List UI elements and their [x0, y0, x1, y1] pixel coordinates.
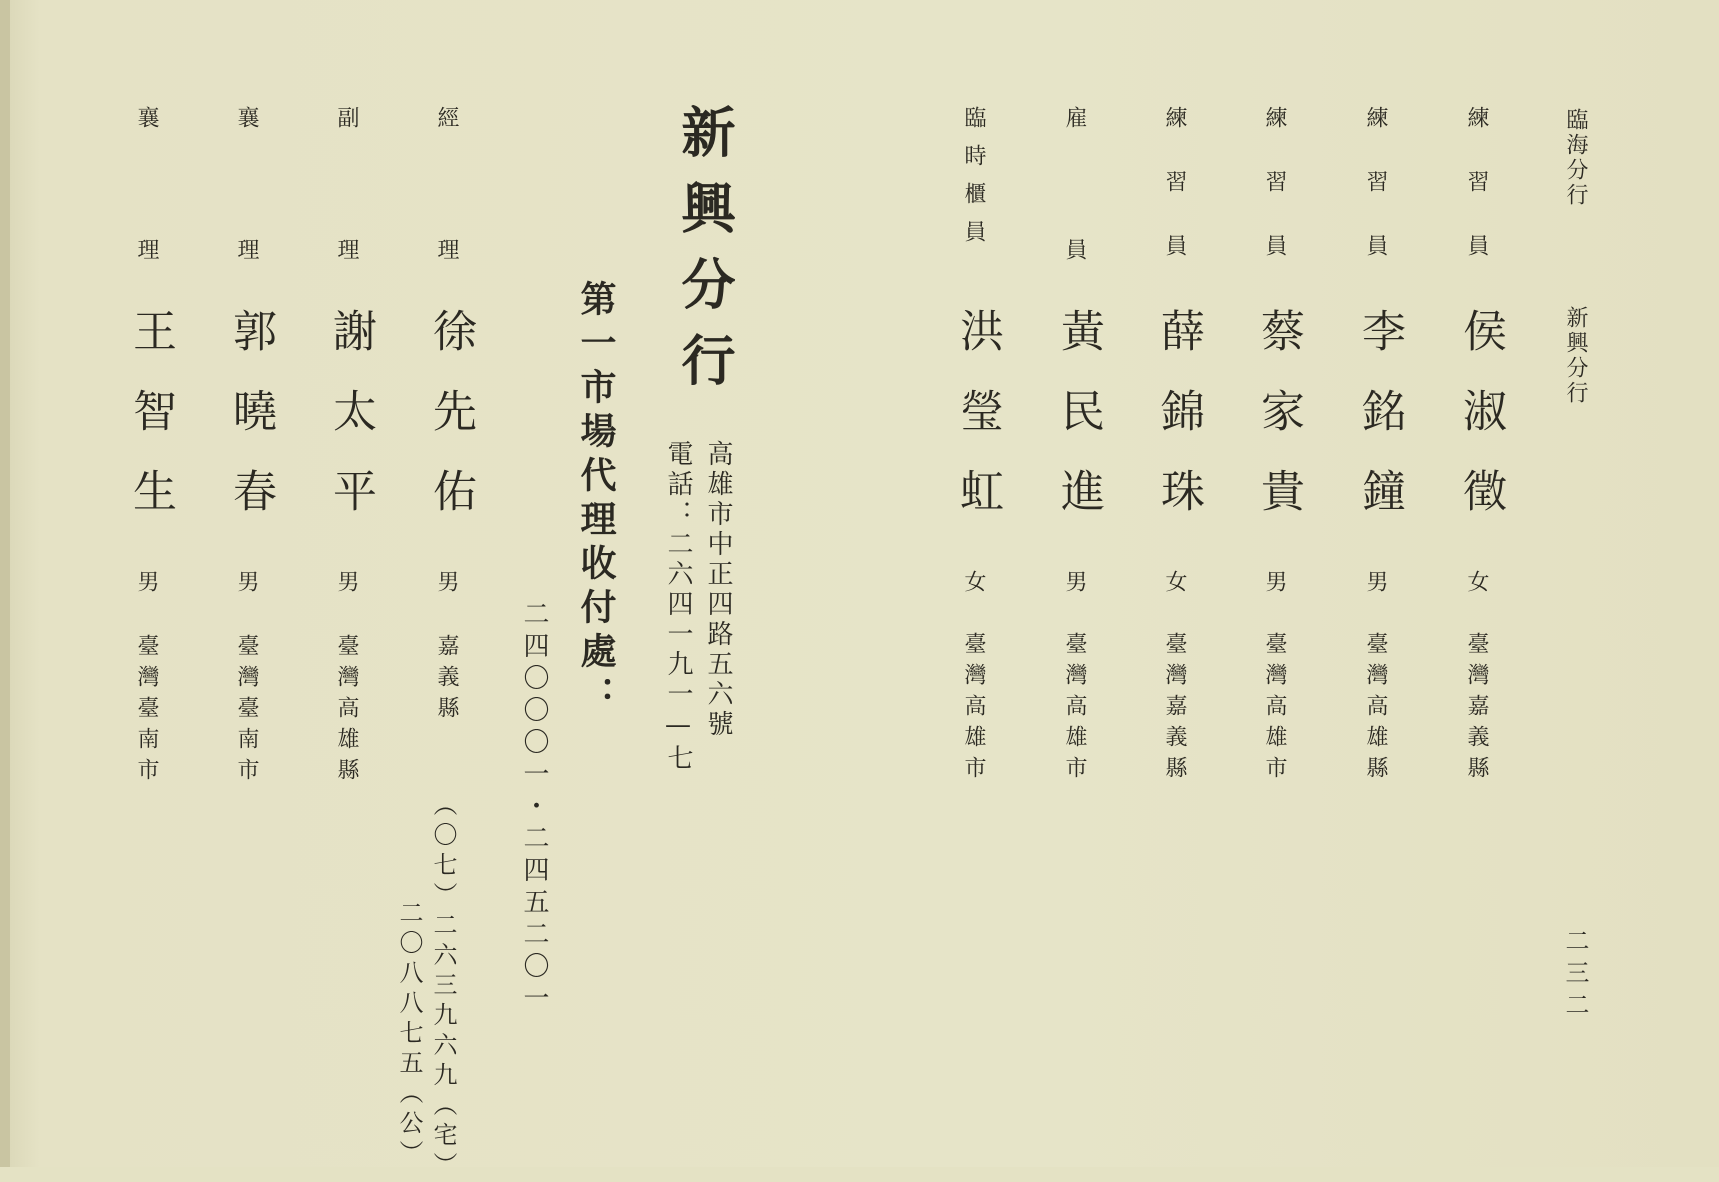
staff-sex: 女 [1464, 570, 1489, 597]
staff-name: 蔡家貴 [1253, 308, 1304, 548]
staff-sex: 男 [1363, 570, 1388, 597]
staff-name: 侯淑徵 [1455, 308, 1506, 548]
staff-origin: 臺灣嘉義縣 [1464, 632, 1489, 787]
running-title-current: 新興分行 [1563, 306, 1588, 406]
staff-name: 洪瑩虹 [952, 308, 1003, 548]
staff-origin: 嘉義縣 [434, 634, 459, 727]
staff-origin: 臺灣高雄縣 [1363, 632, 1388, 787]
staff-sex: 男 [1062, 570, 1087, 597]
staff-title: 副理 [334, 106, 359, 370]
staff-title: 臨時櫃員 [961, 106, 986, 258]
staff-origin: 臺灣高雄縣 [334, 634, 359, 789]
staff-origin: 臺灣臺南市 [134, 634, 159, 789]
staff-sex: 男 [134, 570, 159, 597]
staff-name: 徐先佑 [425, 308, 476, 548]
staff-phone-home: （〇七）二六三九六九（宅） [429, 792, 457, 1182]
staff-phone-office: 二〇八八七五（公） [395, 900, 423, 1170]
page-edge [0, 0, 10, 1167]
staff-name: 謝太平 [325, 308, 376, 548]
staff-sex: 女 [1162, 570, 1187, 597]
branch-title: 新興分行 [673, 104, 736, 408]
agency-phone: 二四〇〇〇一・二四五二〇一 [519, 600, 549, 1016]
staff-origin: 臺灣嘉義縣 [1162, 632, 1187, 787]
staff-origin: 臺灣高雄市 [1062, 632, 1087, 787]
staff-origin: 臺灣高雄市 [1262, 632, 1287, 787]
staff-origin: 臺灣高雄市 [961, 632, 986, 787]
staff-title: 襄理 [134, 106, 159, 370]
running-title-previous: 臨海分行 [1563, 108, 1588, 208]
staff-title: 練習員 [1262, 106, 1287, 298]
branch-phone: 電話：二六四一九一—七 [663, 440, 693, 774]
staff-sex: 男 [234, 570, 259, 597]
branch-address: 高雄市中正四路五六號 [703, 440, 733, 740]
staff-name: 黃民進 [1053, 308, 1104, 548]
staff-title: 襄理 [234, 106, 259, 370]
page-number: 二三二 [1561, 928, 1589, 1024]
staff-name: 郭曉春 [225, 308, 276, 548]
staff-sex: 女 [961, 570, 986, 597]
staff-name: 李銘鐘 [1354, 308, 1405, 548]
staff-name: 王智生 [125, 308, 176, 548]
agency-heading: 第一市場代理收付處： [575, 280, 616, 720]
staff-title: 經理 [434, 106, 459, 370]
staff-title: 練習員 [1464, 106, 1489, 298]
staff-origin: 臺灣臺南市 [234, 634, 259, 789]
staff-title: 練習員 [1363, 106, 1388, 298]
staff-sex: 男 [334, 570, 359, 597]
staff-sex: 男 [1262, 570, 1287, 597]
staff-name: 薛錦珠 [1153, 308, 1204, 548]
staff-title: 雇員 [1062, 106, 1087, 370]
staff-sex: 男 [434, 570, 459, 597]
staff-title: 練習員 [1162, 106, 1187, 298]
